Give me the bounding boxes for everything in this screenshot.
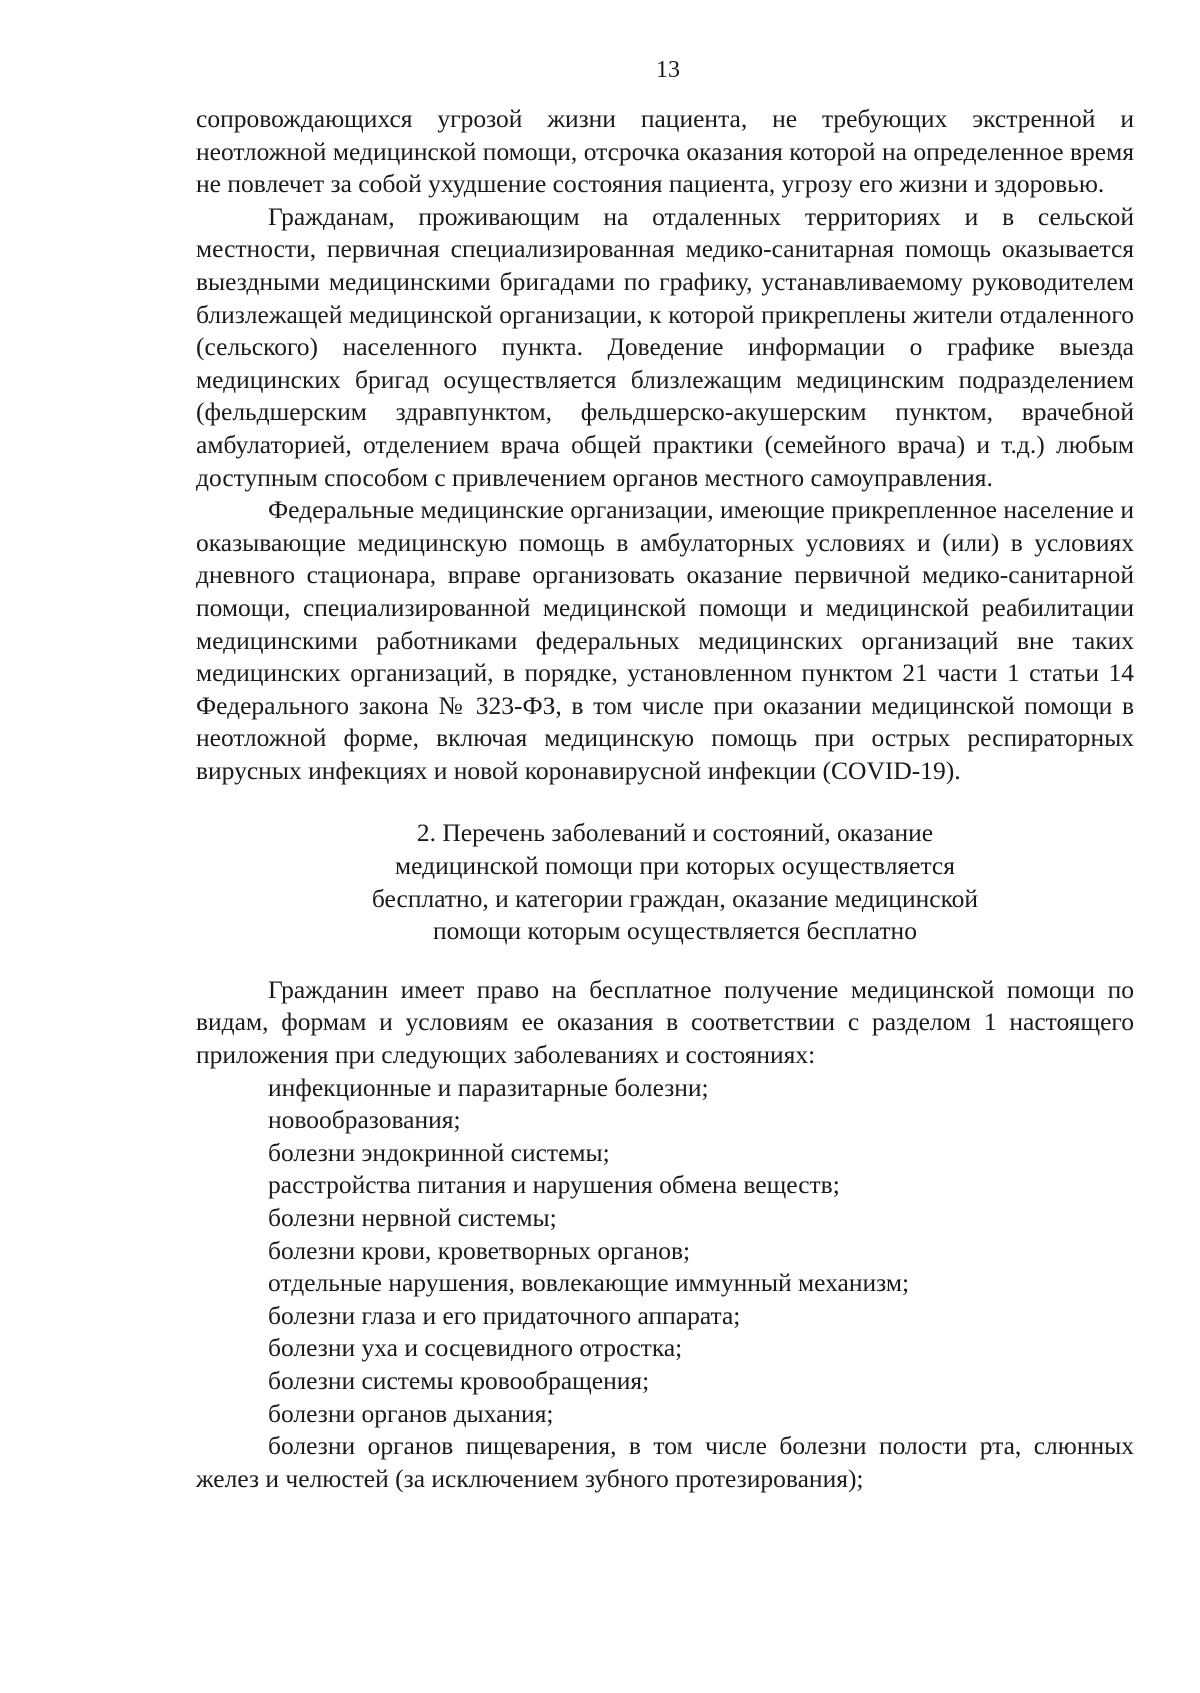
list-item: болезни органов дыхания;	[268, 1398, 554, 1428]
conditions-list	[196, 1072, 1134, 1496]
list-item: болезни глаза и его придаточного аппарата;	[268, 1300, 741, 1330]
list-item: болезни органов пищеварения, в том числе болезни полости рта, слюнных желез и челюстей (за исключением зубного протезирования);	[196, 1431, 1134, 1493]
list-item: новообразования;	[268, 1105, 461, 1135]
list-item: расстройства питания и нарушения обмена веществ;	[268, 1170, 840, 1200]
list-item: отдельные нарушения, вовлекающие иммунный механизм;	[268, 1268, 910, 1298]
section-heading-line: бесплатно, и категории граждан, оказание медицинской	[371, 883, 979, 913]
list-item: болезни системы кровообращения;	[268, 1365, 650, 1395]
spacer	[196, 948, 1134, 974]
section-heading-line: 2. Перечень заболеваний и состояний, оказание	[416, 818, 934, 848]
list-item: инфекционные и паразитарные болезни;	[268, 1072, 709, 1102]
intro-paragraph: Гражданин имеет право на бесплатное получение медицинской помощи по видам, формам и условиям ее оказания в соответствии с разделом 1 настоящего приложения при следующих заболеваниях и состояниях:	[196, 974, 1134, 1070]
list-item: болезни крови, кроветворных органов;	[268, 1235, 691, 1265]
section-heading-line: медицинской помощи при которых осуществляется	[395, 851, 955, 881]
paragraph: Федеральные медицинские организации, имеющие прикрепленное население и оказывающие медицинскую помощь в амбулаторных условиях и (или) в условиях дневного стационара, вправе организовать оказание первичной медико-санитарной помощи, специализированной медицинской помощи и медицинской реабилитации медицинскими работниками федеральных медицинских организаций вне таких медицинских организаций, в порядке, установленном пунктом 21 части 1 статьи 14 Федерального закона № 323-ФЗ, в том числе при оказании медицинской помощи в неотложной форме, включая медицинскую помощь при острых респираторных вирусных инфекциях и новой коронавирусной инфекции (COVID-19).	[196, 495, 1134, 785]
document-body	[196, 103, 1134, 1495]
list-item: болезни нервной системы;	[268, 1203, 557, 1232]
paragraph: сопровождающихся угрозой жизни пациента, не требующих экстренной и неотложной медицинской помощи, отсрочка оказания которой на определенное время не повлечет за собой ухудшение состояния пациента, угрозу его жизни и здоровью.	[196, 104, 1134, 199]
section-heading-line: помощи которым осуществляется бесплатно	[433, 916, 917, 946]
paragraph: Гражданам, проживающим на отдаленных территориях и в сельской местности, первичная специализированная медико-санитарная помощь оказывается выездными медицинскими бригадами по графику, устанавливаемому руководителем близлежащей медицинской организации, к которой прикреплены жители отдаленного (сельского) населенного пункта. Доведение информации о графике выезда медицинских бригад осуществляется близлежащим медицинским подразделением (фельдшерским здравпунктом, фельдшерско-акушерским пунктом, врачебной амбулаторией, отделением врача общей практики (семейного врача) и т.д.) любым доступным способом с привлечением органов местного самоуправления.	[196, 201, 1134, 492]
list-item: болезни эндокринной системы;	[268, 1137, 610, 1167]
list-item: болезни уха и сосцевидного отростка;	[268, 1333, 683, 1363]
section-heading	[196, 817, 1134, 947]
page-number: 13	[656, 57, 680, 83]
